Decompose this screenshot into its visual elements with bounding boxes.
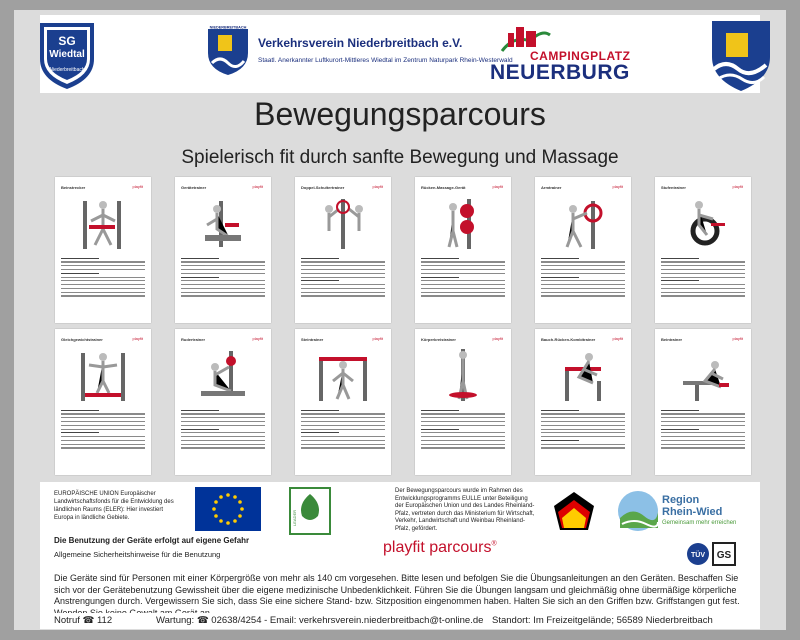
exercise-card <box>295 177 391 323</box>
tuv-certification-icon <box>686 542 710 566</box>
page-subtitle: Spielerisch fit durch sanfte Bewegung und Massage <box>181 147 619 168</box>
exercise-card <box>55 329 151 475</box>
region-line1: Region <box>662 494 700 506</box>
funding-info-text: Der Bewegungsparcours wurde im Rahmen des Entwicklungsprogramms EULLE unter Beteiligung der Europäischen Union und des Landes Rheinland-Pfalz, vertreten durch das Ministerium für Wirtschaft, Verkehr, Landwirtschaft und Weinbau Rheinland-Pfalz, gefördert. <box>395 488 535 532</box>
card-title: Gerätetrainer <box>181 185 207 190</box>
exercise-card <box>535 329 631 475</box>
card-title: Bauch-Rücken-Kombitrainer <box>541 337 596 342</box>
verein-crest-label: NIEDERBREITBACH <box>209 25 247 30</box>
exercise-card <box>55 177 151 323</box>
rules-heading: Die Benutzung der Geräte erfolgt auf eigene Gefahr <box>54 536 250 545</box>
region-line2: Rhein-Wied <box>662 506 723 518</box>
card-title: Körperkreistrainer <box>421 337 456 342</box>
gs-certification-icon <box>712 542 736 566</box>
region-rhein-wied-logo-icon <box>614 488 662 534</box>
rules-subheading: Allgemeine Sicherheitshinweise für die Benutzung <box>54 550 221 559</box>
card-title: Rücken-Massage-Gerät <box>421 185 466 190</box>
card-instructions <box>181 407 265 467</box>
card-brand: playfit <box>732 184 743 189</box>
card-instructions <box>61 407 145 467</box>
card-instructions <box>421 255 505 315</box>
leg-extension-figure-icon <box>69 195 137 251</box>
verkehrsverein-block <box>200 21 513 81</box>
balance-trainer-figure-icon <box>69 347 137 403</box>
exercise-cards-grid <box>55 177 755 497</box>
rules-body: Die Geräte sind für Personen mit einer Körpergröße von mehr als 140 cm vorgesehen. Bitte lesen und befolgen Sie die Übungsanleitungen an den Geräten. Beschaffen Sie sich vor der Gerätebenutzung Gewissheit über die eigene medizinische Unbedenklichkeit. Führen Sie die Übungen langsam und gleichmäßig ohne übermäßige körperliche Anstrengungen durch. Vergewissern Sie sich, dass Sie eine sichere Stand- bzw. Sitzposition eingenommen haben. Halten Sie sich an den Griffen bzw. Griffstangen gut fest. <box>54 573 740 606</box>
card-instructions <box>541 255 625 315</box>
contact-bar <box>40 613 760 629</box>
double-shoulder-figure-icon <box>309 195 377 251</box>
region-name <box>662 494 722 518</box>
rowing-trainer-figure-icon <box>189 347 257 403</box>
card-instructions <box>301 407 385 467</box>
header-banner <box>40 15 760 93</box>
machine-trainer-figure-icon <box>189 195 257 251</box>
card-brand: playfit <box>372 336 383 341</box>
card-instructions <box>541 407 625 467</box>
arm-trainer-figure-icon <box>549 195 617 251</box>
card-brand: playfit <box>372 184 383 189</box>
exercise-card <box>295 329 391 475</box>
exercise-card <box>535 177 631 323</box>
leg-trainer-figure-icon <box>669 347 737 403</box>
back-massage-figure-icon <box>429 195 497 251</box>
step-trainer-figure-icon <box>669 195 737 251</box>
stone-trainer-figure-icon <box>309 347 377 403</box>
leader-label: LEADER <box>292 509 297 526</box>
exercise-card <box>415 329 511 475</box>
card-title: Doppel-Schultertrainer <box>301 185 345 190</box>
card-brand: playfit <box>492 336 503 341</box>
sg-wiedtal-crest-icon <box>30 19 104 91</box>
tuv-label: TÜV <box>691 552 705 559</box>
card-brand: playfit <box>612 336 623 341</box>
playfit-brand-name: playfit parcours <box>383 539 492 556</box>
emergency-number: Notruf ☎ 112 <box>54 615 113 626</box>
card-brand: playfit <box>732 336 743 341</box>
municipality-crest-icon <box>704 19 778 91</box>
verkehrsverein-subtitle: Staatl. Anerkannter Luftkurort-Mittleres Wiedtal im Zentrum Naturpark Rhein-Westerwald <box>258 57 513 64</box>
card-brand: playfit <box>612 184 623 189</box>
safety-rules <box>40 536 760 615</box>
card-title: Rudertrainer <box>181 337 206 342</box>
exercise-card <box>175 329 271 475</box>
camping-neuerburg-logo <box>470 19 630 89</box>
card-instructions <box>421 407 505 467</box>
card-instructions <box>61 255 145 315</box>
playfit-brand <box>383 539 497 557</box>
exercise-card <box>175 177 271 323</box>
card-instructions <box>661 407 745 467</box>
card-title: Armtrainer <box>541 185 562 190</box>
rlp-state-crest-icon <box>550 488 598 534</box>
card-title: Steintrainer <box>301 337 324 342</box>
gs-label: GS <box>716 550 732 561</box>
niederbreitbach-crest-icon <box>204 25 252 77</box>
abdominal-back-trainer-figure-icon <box>549 347 617 403</box>
card-brand: playfit <box>492 184 503 189</box>
card-title: Stufentrainer <box>661 185 686 190</box>
playfit-mark: ® <box>491 540 497 548</box>
eu-flag-icon <box>195 487 261 531</box>
crest-sg-text: SG <box>58 34 76 48</box>
card-instructions <box>181 255 265 315</box>
card-brand: playfit <box>132 184 143 189</box>
crest-ring-text: Niederbreitbach <box>49 67 85 73</box>
location-text: Standort: Im Freizeitgelände; 56589 Niederbreitbach <box>492 615 713 626</box>
camping-line1: CAMPINGPLATZ <box>530 49 631 63</box>
card-title: Beinstrecker <box>61 185 86 190</box>
exercise-card <box>655 177 751 323</box>
eu-funding-text: EUROPÄISCHE UNION Europäischer Landwirtschaftsfonds für die Entwicklung des ländlichen Raums (ELER): Hier investiert Europa in ländliche Gebiete. <box>54 491 174 521</box>
card-title: Gleichgewichtstrainer <box>61 337 103 342</box>
leader-logo-icon <box>288 486 332 536</box>
region-slogan: Gemeinsam mehr erreichen <box>662 520 737 526</box>
crest-wiedtal-text: Wiedtal <box>49 49 85 60</box>
maintenance-contact: Wartung: ☎ 02638/4254 - Email: verkehrsverein.niederbreitbach@t-online.de <box>156 615 484 626</box>
exercise-card <box>415 177 511 323</box>
card-instructions <box>661 255 745 315</box>
card-instructions <box>301 255 385 315</box>
verkehrsverein-name: Verkehrsverein Niederbreitbach e.V. <box>258 36 463 50</box>
card-brand: playfit <box>252 336 263 341</box>
card-title: Beintrainer <box>661 337 683 342</box>
card-brand: playfit <box>252 184 263 189</box>
sponsor-footer <box>40 482 760 540</box>
page-title: Bewegungsparcours <box>254 96 546 132</box>
body-circle-trainer-figure-icon <box>429 347 497 403</box>
exercise-card <box>655 329 751 475</box>
camping-line2: NEUERBURG <box>490 61 630 84</box>
card-brand: playfit <box>132 336 143 341</box>
